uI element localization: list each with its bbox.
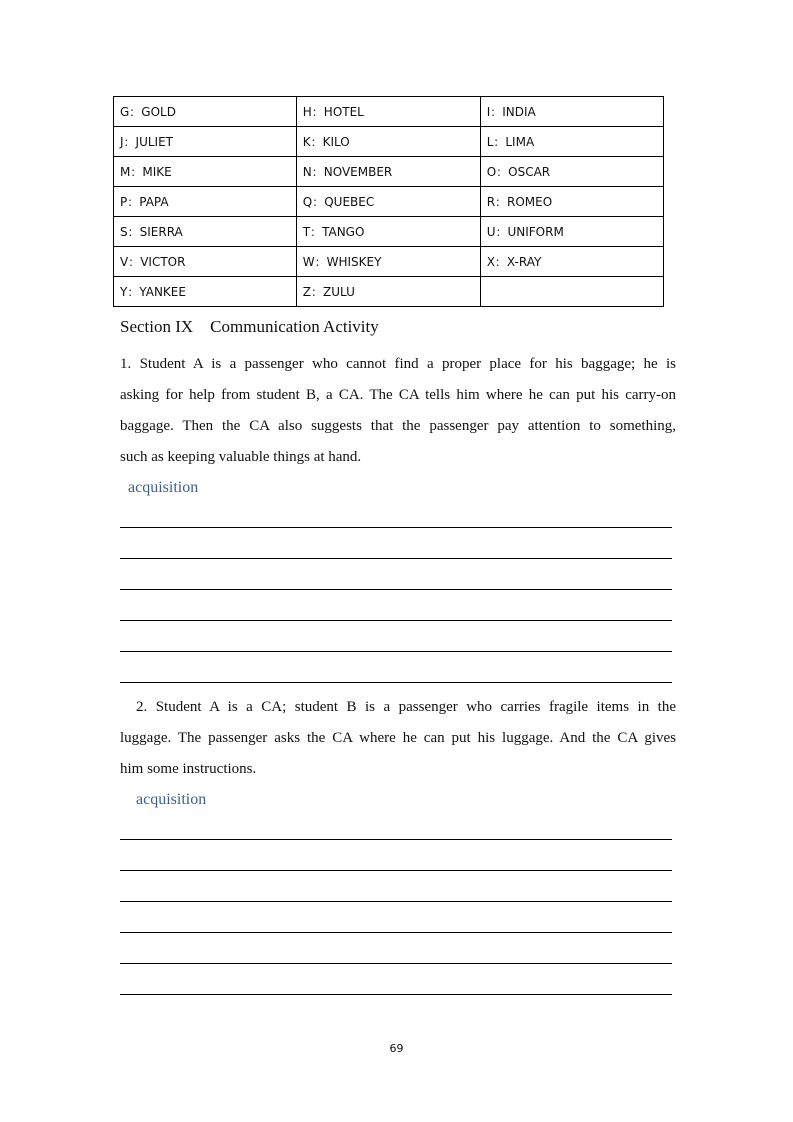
acquisition-label-1: acquisition [128, 479, 199, 496]
answer-line[interactable] [120, 527, 672, 528]
answer-line[interactable] [120, 589, 672, 590]
answer-line[interactable] [120, 994, 672, 995]
table-cell: O：OSCAR [480, 157, 663, 187]
page-number: 69 [389, 1042, 404, 1055]
acquisition-label-2: acquisition [136, 791, 207, 808]
answer-line[interactable] [120, 870, 672, 871]
table-row [114, 187, 664, 217]
table-row [114, 157, 664, 187]
prompt-line: him some instructions. [120, 761, 257, 777]
table-row [114, 127, 664, 157]
answer-line[interactable] [120, 932, 672, 933]
table-cell: H：HOTEL [296, 97, 480, 127]
table-cell: M：MIKE [114, 157, 297, 187]
section-title: Section IX Communication Activity [120, 317, 379, 336]
table-cell: K：KILO [296, 127, 480, 157]
table-row [114, 97, 664, 127]
table-cell: Z：ZULU [296, 277, 480, 307]
answer-line[interactable] [120, 620, 672, 621]
table-cell: X：X-RAY [480, 247, 663, 277]
answer-line[interactable] [120, 651, 672, 652]
answer-line[interactable] [120, 901, 672, 902]
table-row [114, 277, 664, 307]
table-cell: P：PAPA [114, 187, 297, 217]
answer-line[interactable] [120, 558, 672, 559]
table-row [114, 217, 664, 247]
answer-line[interactable] [120, 963, 672, 964]
table-cell: R：ROMEO [480, 187, 663, 217]
table-cell: T：TANGO [296, 217, 480, 247]
table-cell: L：LIMA [480, 127, 663, 157]
table-cell: V：VICTOR [114, 247, 297, 277]
table-row [114, 247, 664, 277]
table-cell: S：SIERRA [114, 217, 297, 247]
prompt-line: such as keeping valuable things at hand. [120, 449, 362, 465]
prompt-line: asking for help from student B, a CA. The CA tells him where he can put his carry-on [120, 387, 676, 403]
table-cell: Q：QUEBEC [296, 187, 480, 217]
activity-2-prompt [120, 692, 676, 785]
table-cell: G：GOLD [114, 97, 297, 127]
activity-1-prompt [120, 349, 676, 473]
table-cell: N：NOVEMBER [296, 157, 480, 187]
phonetic-alphabet-table [113, 96, 664, 307]
prompt-line: luggage. The passenger asks the CA where he can put his luggage. And the CA gives [120, 730, 676, 746]
answer-line[interactable] [120, 839, 672, 840]
prompt-line: 2. Student A is a CA; student B is a passenger who carries fragile items in the [136, 699, 676, 715]
prompt-line: baggage. Then the CA also suggests that the passenger pay attention to something, [120, 418, 676, 434]
table-cell: Y：YANKEE [114, 277, 297, 307]
table-cell: J：JULIET [114, 127, 297, 157]
table-cell: U：UNIFORM [480, 217, 663, 247]
table-cell: W：WHISKEY [296, 247, 480, 277]
table-cell: I：INDIA [480, 97, 663, 127]
table-cell [480, 277, 663, 307]
answer-line[interactable] [120, 682, 672, 683]
prompt-line: 1. Student A is a passenger who cannot find a proper place for his baggage; he is [120, 356, 676, 372]
